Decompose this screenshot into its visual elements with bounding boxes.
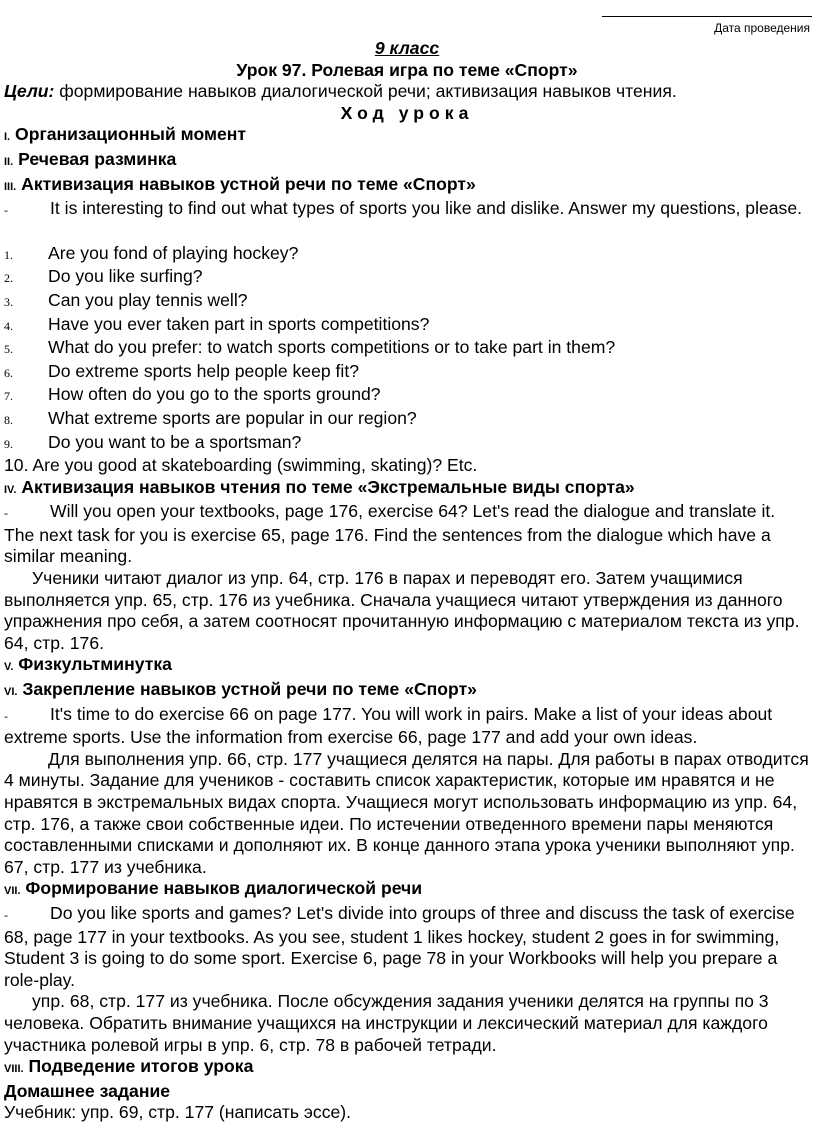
section-4-intro [4,501,810,568]
list-number: 5. [4,342,13,357]
date-label: Дата проведения [714,21,810,35]
section-number: VI. [4,686,18,699]
section-title: Закрепление навыков устной речи по теме «Спорт» [22,679,477,700]
question-text: Are you fond of playing hockey? [48,242,299,263]
list-number: 4. [4,318,13,333]
homework-text: Учебник: упр. 69, стр. 177 (написать эссе). [4,1102,352,1123]
section-number: V. [4,661,14,674]
section-4-heading [4,477,810,502]
section-1-heading [4,124,810,149]
section-title: Физкультминутка [18,654,172,675]
question-text: Can you play tennis well? [48,289,248,310]
section-title: Подведение итогов урока [28,1056,254,1077]
dash-bullet: - [4,203,8,218]
intro-text: It's time to do exercise 66 on page 177. You will work in pairs. Make a list of your ideas about extreme sports. Use the information from exercise 66, page 177 and add your own ideas. [4,703,773,748]
list-number: 1. [4,247,13,262]
section-number: III. [4,180,17,193]
section-3-heading [4,174,810,199]
list-number: 6. [4,365,13,380]
homework-title: Домашнее задание [4,1080,171,1101]
section-number: II. [4,155,14,168]
list-number: 9. [4,436,13,451]
goals-text: формирование навыков диалогической речи; активизация навыков чтения. [54,81,677,102]
question-text: Do extreme sports help people keep fit? [48,360,360,381]
section-7-intro [4,903,810,991]
intro-text: Do you like sports and games? Let's divide into groups of three and discuss the task of exercise 68, page 177 in your textbooks. As you see, student 1 likes hockey, student 2 goes in for swimming, Student 3 is going to do some sport. Exercise 6, page 78 in your Workbooks will help you prepare a role-play. [4,902,795,990]
intro-text: It is interesting to find out what types of sports you like and dislike. Answer my questions, please. [50,198,803,219]
list-item [4,243,810,267]
list-item [4,432,810,456]
date-line [602,16,812,17]
section-3-intro [4,198,810,222]
question-text: Have you ever taken part in sports competitions? [48,313,430,334]
section-6-note: Для выполнения упр. 66, стр. 177 учащиеся делятся на пары. Для работы в парах отводится 4 минуты. Задание для учеников - составить список характеристик, которые им нравятся и не нравятся в экстремальных видах спорта. Учащиеся могут использовать информацию из упр. 64, стр. 176, а также свои собственные идеи. По истечении отведенного времени пары меняются составленными списками и дополняют их. В конце данного этапа урока ученики выполняют упр. 67, стр. 177 из учебника. [4,748,809,877]
list-number: 7. [4,389,13,404]
grade-heading: 9 класс [374,38,440,58]
list-item [4,290,810,314]
goals-label: Цели: [4,81,55,102]
section-2-heading [4,149,810,174]
section-6-heading [4,679,810,704]
list-item [4,384,810,408]
section-4-note: Ученики читают диалог из упр. 64, стр. 176 в парах и переводят его. Затем учащимися выполняется упр. 65, стр. 176 из учебника. Сначала учащиеся читают утверждения из данного упражнения про себя, а затем соотносят прочитанную информацию с материалом текста из упр. 64, стр. 176. [4,568,800,653]
intro-text: Will you open your textbooks, page 176, exercise 64? Let's read the dialogue and translate it. The next task for you is exercise 65, page 176. Find the sentences from the dialogue which have a similar meaning. [4,501,776,567]
section-title: Речевая разминка [18,148,177,169]
dash-bullet: - [4,506,8,521]
list-item [4,266,810,290]
section-title: Формирование навыков диалогической речи [25,878,423,899]
question-list [4,243,810,477]
question-text: What extreme sports are popular in our region? [48,407,417,428]
lesson-title: Урок 97. Ролевая игра по теме «Спорт» [236,59,578,80]
course-title: Ход урока [340,102,474,123]
question-text: How often do you go to the sports ground? [48,384,381,405]
lesson-goals [4,81,810,103]
section-number: VIII. [4,1063,24,1076]
section-title: Активизация навыков чтения по теме «Экстремальные виды спорта» [21,476,635,497]
section-5-heading [4,654,810,679]
document-body [4,38,810,1124]
section-title: Активизация навыков устной речи по теме «Спорт» [21,173,476,194]
list-number: 8. [4,412,13,427]
dash-bullet: - [4,708,8,723]
question-text: What do you prefer: to watch sports competitions or to take part in them? [48,337,616,358]
question-text: Do you want to be a sportsman? [48,431,302,452]
section-title: Организационный момент [15,124,247,145]
list-number: 3. [4,294,13,309]
list-number: 2. [4,271,13,286]
section-number: VII. [4,885,21,898]
list-item [4,314,810,338]
section-7-heading [4,878,810,903]
dash-bullet: - [4,907,8,922]
list-item [4,337,810,361]
section-7-note: упр. 68, стр. 177 из учебника. После обсуждения задания ученики делятся на группы по 3 человека. Обратить внимание учащихся на инструкции и лексический материал для каждого участника ролевой игры в упр. 6, стр. 78 в рабочей тетради. [4,991,769,1055]
section-number: IV. [4,483,17,496]
section-number: I. [4,131,11,144]
section-6-intro [4,704,810,749]
list-item [4,361,810,385]
question-text: Do you like surfing? [48,266,203,287]
list-item [4,408,810,432]
list-item: 10. Are you good at skateboarding (swimming, skating)? Etc. [4,455,478,476]
section-8-heading [4,1056,810,1081]
spacer [4,222,810,243]
